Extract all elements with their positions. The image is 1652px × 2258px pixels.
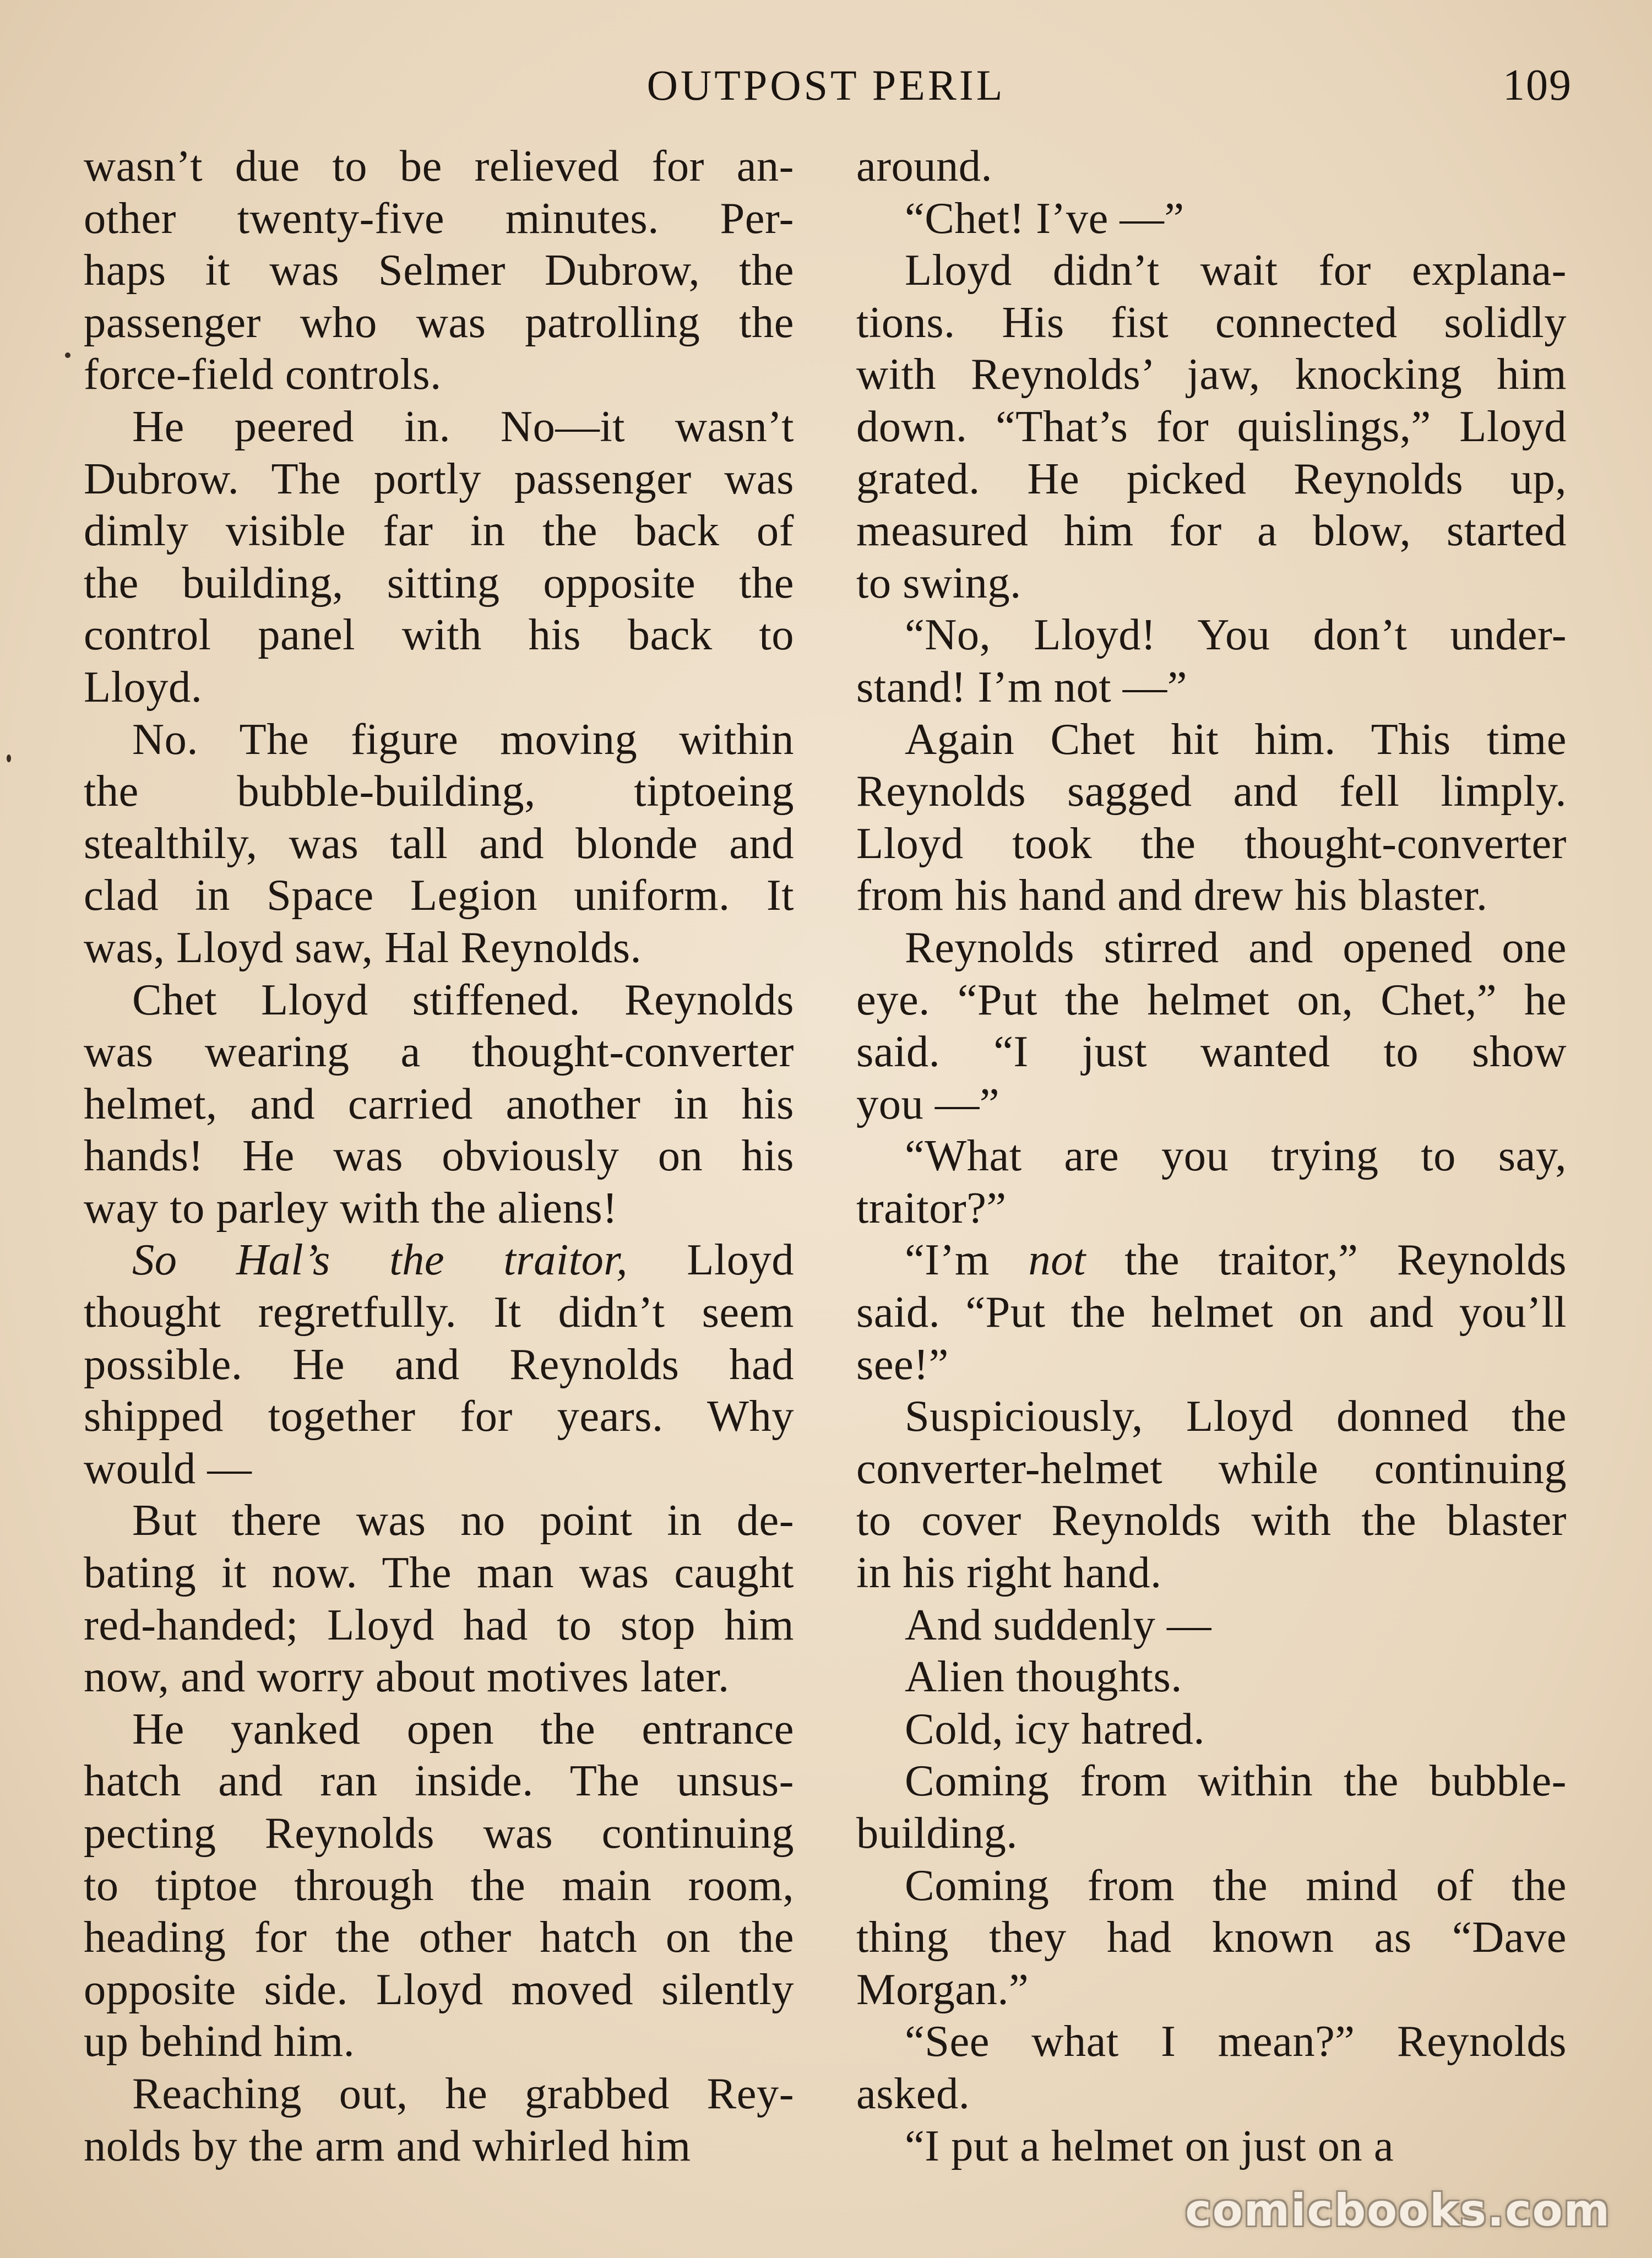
text-line: Reynolds sagged and fell limply. (856, 767, 1567, 816)
text-line: Lloyd took the thought-converter (856, 818, 1567, 868)
paragraph (84, 2068, 794, 2172)
text-line: would — (84, 1443, 252, 1493)
emphasis: not (1028, 1235, 1086, 1285)
text-line: down. “That’s for quislings,” Lloyd (856, 401, 1567, 451)
paragraph (856, 2016, 1567, 2120)
paragraph (856, 1703, 1567, 1756)
text-line: Lloyd didn’t wait for explana- (905, 246, 1567, 295)
text-line: “No, Lloyd! You don’t under- (905, 610, 1567, 660)
watermark: comicbooks.com (1185, 2185, 1611, 2236)
text-line: pecting Reynolds was continuing (84, 1809, 794, 1858)
text-line: Reaching out, he grabbed Rey- (132, 2069, 794, 2118)
paragraph (856, 140, 1567, 193)
page-number: 109 (1503, 61, 1572, 110)
text-line: force-field controls. (84, 350, 442, 399)
paragraph (84, 140, 794, 401)
text-line: But there was no point in de- (132, 1496, 794, 1545)
paragraph (856, 245, 1567, 609)
text-line: passenger who was patrolling the (84, 297, 794, 347)
text-line: measured him for a blow, started (856, 506, 1567, 556)
text-line: from his hand and drew his blaster. (856, 871, 1488, 920)
text-line: No. The figure moving within (132, 714, 794, 764)
text-line: Dubrow. The portly passenger was (84, 454, 794, 503)
text-line: shipped together for years. Why (84, 1392, 794, 1441)
text-line: Reynolds stirred and opened one (905, 922, 1567, 972)
text-line: converter-helmet while continuing (856, 1443, 1567, 1493)
text-line: Morgan.” (856, 1964, 1029, 2014)
running-title: OUTPOST PERIL (646, 61, 1006, 109)
text-line: the bubble-building, tiptoeing (84, 767, 794, 816)
paragraph (856, 609, 1567, 713)
paragraph (856, 1391, 1567, 1599)
text-line: building. (856, 1809, 1018, 1858)
running-header (0, 52, 1652, 118)
text-line: the building, sitting opposite the (84, 558, 794, 607)
text-line: see!” (856, 1339, 949, 1389)
text-line: opposite side. Lloyd moved silently (84, 1964, 794, 2014)
text-line: asked. (856, 2069, 970, 2118)
paragraph (856, 1860, 1567, 2016)
text-line: control panel with his back to (84, 610, 794, 660)
paragraph (856, 1130, 1567, 1234)
text-line: Cold, icy hatred. (905, 1704, 1205, 1754)
text-line: Coming from the mind of the (905, 1860, 1567, 1910)
text-line: up behind him. (84, 2017, 355, 2066)
text-line: traitor?” (856, 1183, 1007, 1233)
text-line: was, Lloyd saw, Hal Reynolds. (84, 922, 642, 972)
text-line: heading for the other hatch on the (84, 1913, 794, 1962)
text-line: thought regretfully. It didn’t seem (84, 1288, 794, 1337)
text-line: stand! I’m not —” (856, 662, 1187, 712)
paragraph (84, 974, 794, 1235)
text-line: Lloyd. (84, 662, 203, 712)
text-line: said. “Put the helmet on and you’ll (856, 1288, 1567, 1337)
text-line: So Hal’s the traitor, Lloyd (132, 1235, 794, 1285)
text-line: Suspiciously, Lloyd donned the (905, 1392, 1567, 1441)
paragraph (856, 2120, 1567, 2173)
text-line: dimly visible far in the back of (84, 506, 794, 556)
text-line: bating it now. The man was caught (84, 1548, 794, 1598)
text-line: to swing. (856, 558, 1021, 607)
text-line: Again Chet hit him. This time (905, 714, 1567, 764)
text-line: hatch and ran inside. The unsus- (84, 1756, 794, 1806)
text-line: to tiptoe through the main room, (84, 1860, 794, 1910)
paragraph (856, 1234, 1567, 1391)
text-line: nolds by the arm and whirled him (84, 2121, 691, 2170)
text-line: eye. “Put the helmet on, Chet,” he (856, 975, 1567, 1024)
text-line: with Reynolds’ jaw, knocking him (856, 350, 1567, 399)
text-line: “I put a helmet on just on a (905, 2121, 1394, 2170)
text-line: helmet, and carried another in his (84, 1079, 794, 1128)
text-line: “I’m not the traitor,” Reynolds (905, 1235, 1567, 1285)
text-line: “What are you trying to say, (905, 1131, 1567, 1181)
text-line: “See what I mean?” Reynolds (905, 2017, 1567, 2066)
text-line: He peered in. No—it wasn’t (132, 401, 794, 451)
text-line: “Chet! I’ve —” (905, 193, 1184, 243)
paragraph (84, 1703, 794, 2068)
speck (65, 352, 70, 358)
text-line: around. (856, 142, 993, 191)
text-line: possible. He and Reynolds had (84, 1339, 794, 1389)
text-line: Alien thoughts. (905, 1652, 1182, 1702)
text-line: Coming from within the bubble- (905, 1756, 1567, 1806)
paragraph (856, 922, 1567, 1130)
text-line: He yanked open the entrance (132, 1704, 794, 1754)
text-line: tions. His fist connected solidly (856, 297, 1567, 347)
text-line: stealthily, was tall and blonde and (84, 818, 794, 868)
text-line: now, and worry about motives later. (84, 1652, 730, 1702)
left-column (84, 140, 794, 2172)
text-line: way to parley with the aliens! (84, 1183, 618, 1233)
text-line: And suddenly — (905, 1600, 1212, 1649)
text-line: grated. He picked Reynolds up, (856, 454, 1567, 503)
paragraph (84, 714, 794, 974)
paragraph (856, 1755, 1567, 1859)
paragraph (84, 1495, 794, 1703)
paragraph (856, 1599, 1567, 1652)
right-column (856, 140, 1567, 2172)
text-line: clad in Space Legion uniform. It (84, 871, 794, 920)
text-line: Chet Lloyd stiffened. Reynolds (132, 975, 794, 1024)
italic-thought: So Hal’s the traitor, (132, 1235, 628, 1285)
text-line: red-handed; Lloyd had to stop him (84, 1600, 794, 1649)
paragraph (856, 714, 1567, 922)
paragraph (84, 1234, 794, 1495)
paragraph (84, 401, 794, 714)
text-line: haps it was Selmer Dubrow, the (84, 246, 794, 295)
text-line: in his right hand. (856, 1548, 1162, 1598)
text-line: said. “I just wanted to show (856, 1027, 1567, 1077)
paragraph (856, 193, 1567, 245)
text-line: to cover Reynolds with the blaster (856, 1496, 1567, 1545)
text-line: wasn’t due to be relieved for an- (84, 142, 794, 191)
text-line: was wearing a thought-converter (84, 1027, 794, 1077)
text-line: thing they had known as “Dave (856, 1913, 1567, 1962)
text-line: hands! He was obviously on his (84, 1131, 794, 1181)
speck (7, 755, 11, 762)
paragraph (856, 1651, 1567, 1703)
text-line: you —” (856, 1079, 1000, 1128)
text-line: other twenty-five minutes. Per- (84, 193, 794, 243)
